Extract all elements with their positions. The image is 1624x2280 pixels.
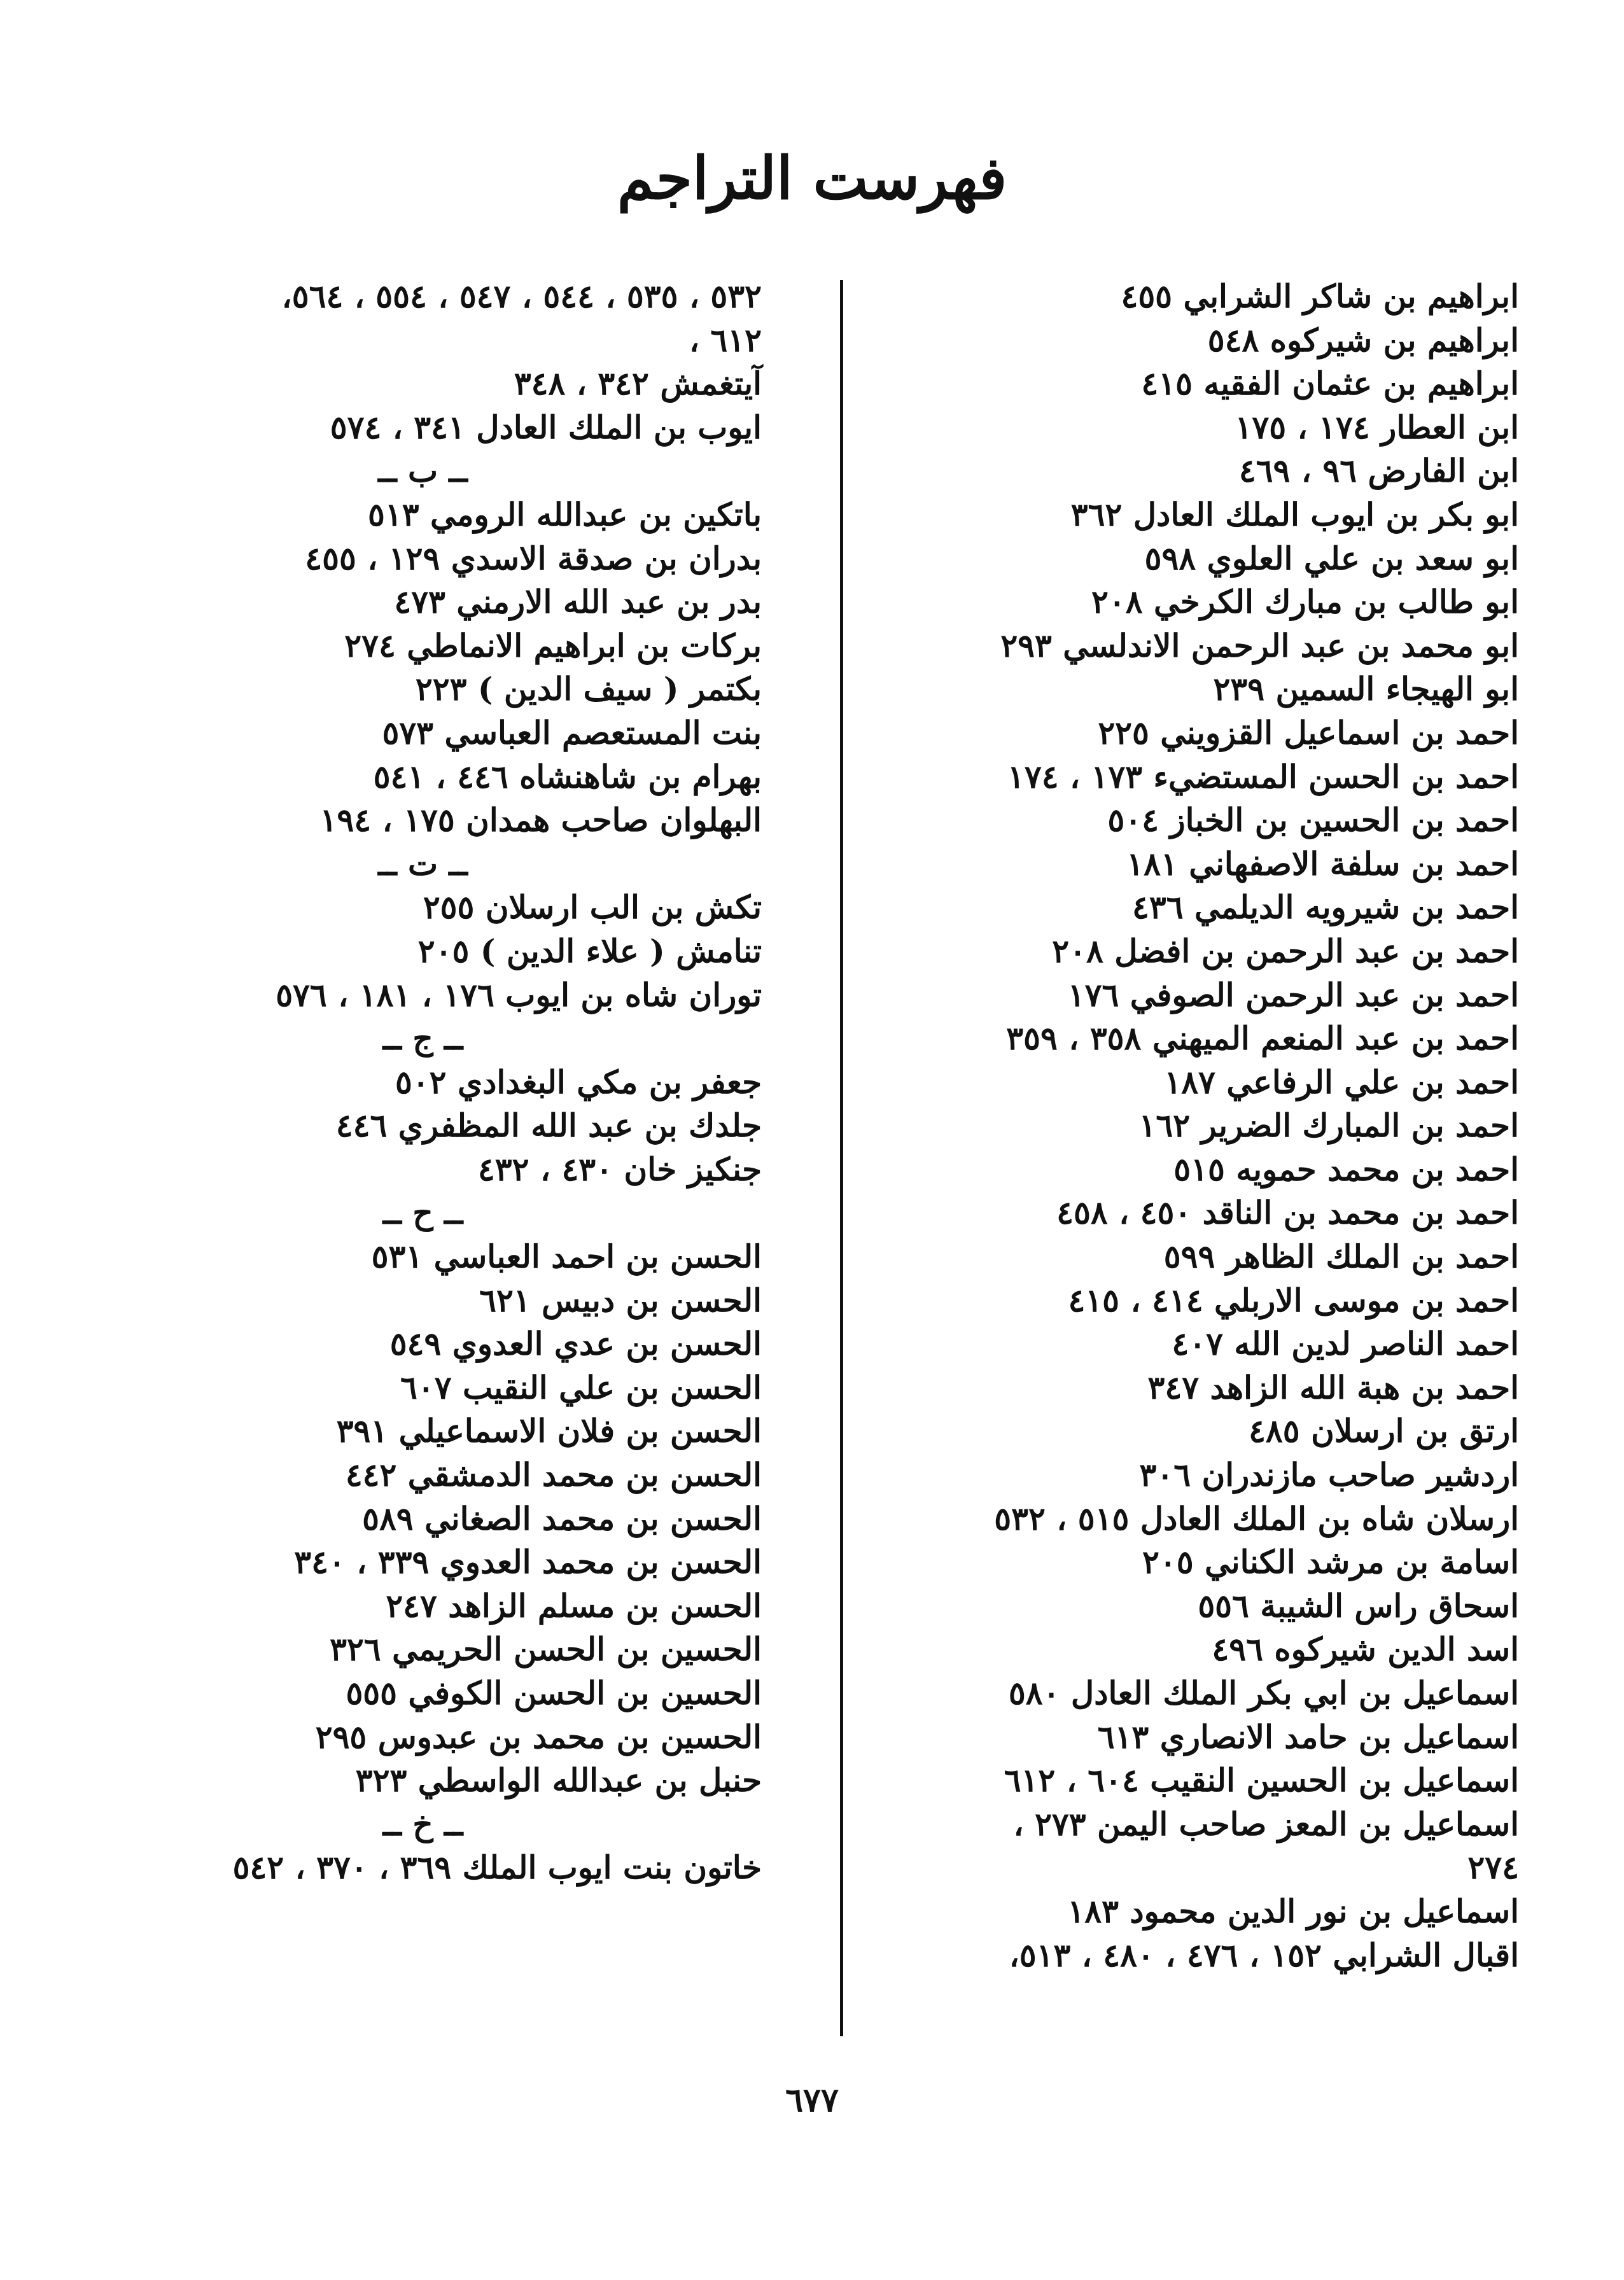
section-heading (84, 449, 762, 493)
index-entry: اسد الدين شيركوه ٤٩٦ (1212, 1630, 1519, 1668)
index-entry: احمد بن اسماعيل القزويني ٢٢٥ (1098, 713, 1519, 752)
index-entry: ابو سعد بن علي العلوي ٥٩٨ (1144, 539, 1519, 577)
index-entry: اسماعيل بن نور الدين محمود ١٨٣ (1067, 1892, 1519, 1930)
page-number: ٦٧٧ (785, 2081, 839, 2120)
index-entry-continuation: ٢٧٤ (1467, 1849, 1519, 1887)
index-entry: ارتق بن ارسلان ٤٨٥ (1249, 1412, 1519, 1450)
index-entry: الحسن بن علي النقيب ٦٠٧ (400, 1368, 762, 1406)
index-entry: خاتون بنت ايوب الملك ٣٦٩ ، ٣٧٠ ، ٥٤٢ (232, 1849, 762, 1887)
index-entry: بهرام بن شاهنشاه ٤٤٦ ، ٥٤١ (373, 757, 762, 795)
index-entry: ايوب بن الملك العادل ٣٤١ ، ٥٧٤ (330, 408, 762, 446)
index-entry: اردشير صاحب مازندران ٣٠٦ (1139, 1456, 1519, 1494)
index-entry: باتكين بن عبدالله الرومي ٥١٣ (368, 495, 762, 533)
section-heading-letter: ــ ب ــ (378, 452, 468, 490)
index-entry: احمد بن الحسين بن الخباز ٥٠٤ (1107, 801, 1519, 839)
index-entry: الحسين بن الحسن الكوفي ٥٥٥ (346, 1674, 762, 1712)
index-entry: الحسن بن عدي العدوي ٥٤٩ (389, 1325, 762, 1363)
section-heading-letter: ــ ج ــ (382, 1019, 463, 1058)
index-column-left (84, 275, 762, 1890)
section-heading-letter: ــ خ ــ (382, 1805, 463, 1843)
index-entry: احمد بن المبارك الضرير ١٦٢ (1138, 1107, 1519, 1145)
index-entry: احمد بن الحسن المستضيء ١٧٣ ، ١٧٤ (1007, 757, 1519, 795)
index-entry: اسماعيل بن المعز صاحب اليمن ٢٧٣ ، (1013, 1805, 1519, 1843)
index-entry: ابو طالب بن مبارك الكرخي ٢٠٨ (1091, 583, 1519, 621)
index-entry: احمد بن موسى الاربلي ٤١٤ ، ٤١٥ (1068, 1281, 1519, 1319)
index-entry: ابراهيم بن شيركوه ٥٤٨ (1207, 321, 1519, 359)
index-entry: تكش بن الب ارسلان ٢٥٥ (423, 888, 762, 927)
index-entry: ابن العطار ١٧٤ ، ١٧٥ (1235, 408, 1519, 446)
section-heading (84, 1191, 762, 1235)
index-entry: بدر بن عبد الله الارمني ٤٧٣ (394, 583, 762, 621)
index-entry: احمد الناصر لدين الله ٤٠٧ (1172, 1325, 1519, 1363)
index-entry: حنبل بن عبدالله الواسطي ٣٢٣ (355, 1761, 762, 1800)
index-entry: احمد بن محمد بن الناقد ٤٥٠ ، ٤٥٨ (1056, 1194, 1519, 1232)
index-entry: احمد بن عبد المنعم الميهني ٣٥٨ ، ٣٥٩ (1006, 1019, 1519, 1058)
index-entry-continuation: ٦١٢ ، (689, 321, 762, 359)
index-entry: احمد بن الملك الظاهر ٥٩٩ (1163, 1238, 1519, 1276)
section-heading-letter: ــ ت ــ (378, 844, 468, 883)
index-entry: بنت المستعصم العباسي ٥٧٣ (382, 713, 762, 752)
index-entry: احمد بن عبد الرحمن الصوفي ١٧٦ (1067, 976, 1519, 1014)
index-entry: توران شاه بن ايوب ١٧٦ ، ١٨١ ، ٥٧٦ (276, 976, 762, 1014)
index-entry: ابن الفارض ٩٦ ، ٤٦٩ (1238, 452, 1519, 490)
index-entry: اسماعيل بن ابي بكر الملك العادل ٥٨٠ (1008, 1674, 1519, 1712)
index-entry: احمد بن علي الرفاعي ١٨٧ (1164, 1063, 1519, 1101)
index-entry: تنامش ( علاء الدين ) ٢٠٥ (417, 932, 762, 970)
index-entry: احمد بن سلفة الاصفهاني ١٨١ (1126, 844, 1519, 883)
index-entry: الحسن بن فلان الاسماعيلي ٣٩١ (336, 1412, 762, 1450)
index-entry: جعفر بن مكي البغدادي ٥٠٢ (395, 1063, 762, 1101)
index-entry: احمد بن هبة الله الزاهد ٣٤٧ (1147, 1368, 1519, 1406)
index-entry: ابراهيم بن عثمان الفقيه ٤١٥ (1141, 365, 1519, 403)
index-entry: بدران بن صدقة الاسدي ١٢٩ ، ٤٥٥ (305, 539, 762, 577)
index-entry: البهلوان صاحب همدان ١٧٥ ، ١٩٤ (319, 801, 762, 839)
section-heading (84, 843, 762, 886)
index-entry: احمد بن محمد حمويه ٥١٥ (1173, 1150, 1519, 1188)
index-entry: اسامة بن مرشد الكناني ٢٠٥ (1142, 1543, 1519, 1581)
index-entry: ابو الهيجاء السمين ٢٣٩ (1213, 670, 1519, 708)
index-entry: الحسن بن مسلم الزاهد ٢٤٧ (386, 1586, 762, 1625)
page-title: فهرست التراجم (617, 144, 1007, 213)
index-entry: جنكيز خان ٤٣٠ ، ٤٣٢ (477, 1150, 762, 1188)
index-entry: اسماعيل بن حامد الانصاري ٦١٣ (1097, 1717, 1519, 1756)
column-divider (840, 280, 843, 2036)
section-heading (84, 1803, 762, 1847)
index-entry: جلدك بن عبد الله المظفري ٤٤٦ (335, 1107, 762, 1145)
index-entry: ابو محمد بن عبد الرحمن الاندلسي ٢٩٣ (1000, 626, 1519, 664)
index-entry: بكتمر ( سيف الدين ) ٢٢٣ (415, 670, 762, 708)
index-entry: اسحاق راس الشيبة ٥٥٦ (1198, 1586, 1519, 1625)
index-entry: بركات بن ابراهيم الانماطي ٢٧٤ (344, 626, 762, 664)
index-entry: الحسن بن محمد الدمشقي ٤٤٢ (345, 1456, 762, 1494)
index-column-right (771, 275, 1519, 1977)
index-entry: الحسن بن دبيس ٦٢١ (479, 1281, 762, 1319)
section-heading-letter: ــ ح ــ (382, 1194, 463, 1232)
index-entry: اقبال الشرابي ١٥٢ ، ٤٧٦ ، ٤٨٠ ، ٥١٣، (1009, 1936, 1519, 1974)
index-entry: اسماعيل بن الحسين النقيب ٦٠٤ ، ٦١٢ (1004, 1761, 1519, 1800)
index-entry: احمد بن شيرويه الديلمي ٤٣٦ (1132, 888, 1519, 927)
index-entry: ابراهيم بن شاكر الشرابي ٤٥٥ (1121, 277, 1519, 315)
index-entry: الحسن بن محمد الصغاني ٥٨٩ (362, 1499, 762, 1537)
index-entry: ٥٣٢ ، ٥٣٥ ، ٥٤٤ ، ٥٤٧ ، ٥٥٤ ، ٥٦٤، (281, 277, 762, 315)
index-entry: الحسين بن الحسن الحريمي ٣٢٦ (330, 1630, 762, 1668)
index-entry: الحسن بن محمد العدوي ٣٣٩ ، ٣٤٠ (294, 1543, 762, 1581)
index-entry: ابو بكر بن ايوب الملك العادل ٣٦٢ (1070, 495, 1519, 533)
index-entry: ارسلان شاه بن الملك العادل ٥١٥ ، ٥٣٢ (994, 1499, 1519, 1537)
index-entry: احمد بن عبد الرحمن بن افضل ٢٠٨ (1052, 932, 1519, 970)
index-entry: الحسن بن احمد العباسي ٥٣١ (371, 1238, 762, 1276)
index-entry: آيتغمش ٣٤٢ ، ٣٤٨ (514, 365, 762, 403)
index-entry: الحسين بن محمد بن عبدوس ٢٩٥ (315, 1717, 762, 1756)
section-heading (84, 1017, 762, 1061)
